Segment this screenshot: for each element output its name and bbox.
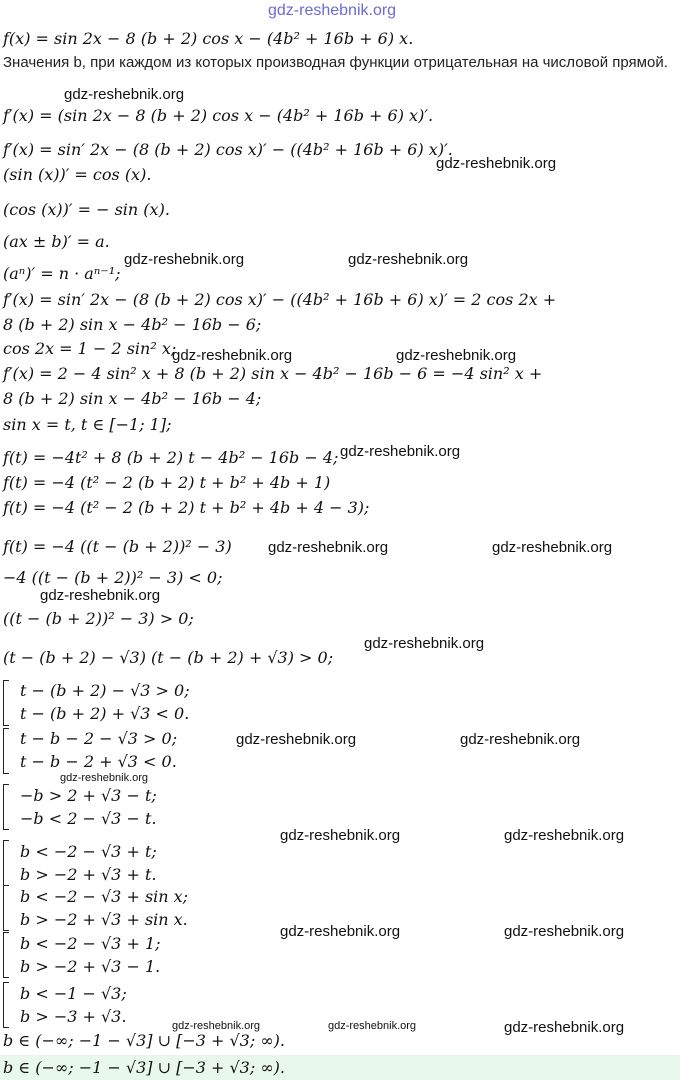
derivation-line: sin x = t, t ∈ [−1; 1];	[3, 415, 172, 434]
watermark: gdz-reshebnik.org	[504, 1019, 625, 1036]
watermark: gdz-reshebnik.org	[40, 587, 161, 604]
system-bracket	[3, 885, 9, 931]
watermark: gdz-reshebnik.org	[436, 155, 557, 172]
system-line: t − b − 2 − √3 > 0;	[20, 729, 178, 748]
system-line: t − (b + 2) − √3 > 0;	[20, 681, 190, 700]
watermark: gdz-reshebnik.org	[460, 731, 581, 748]
system-line: −b < 2 − √3 − t.	[20, 809, 157, 828]
watermark: gdz-reshebnik.org	[172, 1020, 261, 1032]
derivation-line: (t − (b + 2) − √3) (t − (b + 2) + √3) > 0;	[3, 648, 334, 667]
system-bracket	[3, 932, 9, 978]
derivation-line: (ax ± b)′ = a.	[3, 232, 110, 251]
result-line: b ∈ (−∞; −1 − √3] ∪ [−3 + √3; ∞).	[3, 1031, 285, 1050]
derivation-line: f(t) = −4 ((t − (b + 2))² − 3)	[3, 537, 232, 556]
answer-line: b ∈ (−∞; −1 − √3] ∪ [−3 + √3; ∞).	[3, 1058, 285, 1077]
derivation-line: f(t) = −4 (t² − 2 (b + 2) t + b² + 4b + 1)	[3, 473, 331, 492]
system-bracket	[3, 840, 9, 886]
derivation-line: f′(x) = sin′ 2x − (8 (b + 2) cos x)′ − ((4b² + 16b + 6) x)′ = 2 cos 2x +	[3, 290, 557, 309]
derivation-line: f′(x) = sin′ 2x − (8 (b + 2) cos x)′ − ((4b² + 16b + 6) x)′.	[3, 140, 453, 159]
watermark: gdz-reshebnik.org	[492, 539, 613, 556]
system-line: −b > 2 + √3 − t;	[20, 786, 157, 805]
derivation-line: 8 (b + 2) sin x − 4b² − 16b − 6;	[3, 315, 262, 334]
derivation-line: f′(x) = 2 − 4 sin² x + 8 (b + 2) sin x − 4b² − 16b − 6 = −4 sin² x +	[3, 364, 543, 383]
system-bracket	[3, 982, 9, 1028]
system-line: b < −1 − √3;	[20, 984, 127, 1003]
watermark: gdz-reshebnik.org	[340, 443, 461, 460]
derivation-line: 8 (b + 2) sin x − 4b² − 16b − 4;	[3, 389, 262, 408]
function-definition: f(x) = sin 2x − 8 (b + 2) cos x − (4b² + 16b + 6) x.	[3, 29, 414, 48]
system-bracket	[3, 728, 9, 774]
watermark: gdz-reshebnik.org	[60, 772, 149, 784]
system-line: b > −2 + √3 + sin x.	[20, 910, 188, 929]
watermark: gdz-reshebnik.org	[280, 923, 401, 940]
watermark: gdz-reshebnik.org	[504, 827, 625, 844]
watermark: gdz-reshebnik.org	[124, 251, 245, 268]
derivation-line: (sin (x))′ = cos (x).	[3, 165, 152, 184]
system-line: t − b − 2 + √3 < 0.	[20, 752, 177, 771]
derivation-line: f′(x) = (sin 2x − 8 (b + 2) cos x − (4b² + 16b + 6) x)′.	[3, 106, 434, 125]
derivation-line: (aⁿ)′ = n · aⁿ⁻¹;	[3, 264, 121, 283]
system-line: b < −2 − √3 + t;	[20, 842, 157, 861]
system-line: t − (b + 2) + √3 < 0.	[20, 704, 190, 723]
derivation-line: f(t) = −4 (t² − 2 (b + 2) t + b² + 4b + 4 − 3);	[3, 498, 370, 517]
derivation-line: ((t − (b + 2))² − 3) > 0;	[3, 609, 194, 628]
system-line: b < −2 − √3 + sin x;	[20, 887, 189, 906]
watermark: gdz-reshebnik.org	[64, 86, 185, 103]
system-line: b > −3 + √3.	[20, 1007, 127, 1026]
watermark: gdz-reshebnik.org	[348, 251, 469, 268]
system-line: b < −2 − √3 + 1;	[20, 934, 161, 953]
watermark: gdz-reshebnik.org	[364, 635, 485, 652]
watermark: gdz-reshebnik.org	[236, 731, 357, 748]
watermark: gdz-reshebnik.org	[268, 2, 397, 19]
system-line: b > −2 + √3 − 1.	[20, 957, 161, 976]
watermark: gdz-reshebnik.org	[280, 827, 401, 844]
system-bracket	[3, 680, 9, 726]
derivation-line: cos 2x = 1 − 2 sin² x;	[3, 339, 177, 358]
watermark: gdz-reshebnik.org	[396, 347, 517, 364]
watermark: gdz-reshebnik.org	[268, 539, 389, 556]
task-text: Значения b, при каждом из которых производная функции отрицательная на числовой прямой.	[3, 54, 668, 71]
system-bracket	[3, 784, 9, 830]
derivation-line: (cos (x))′ = − sin (x).	[3, 200, 170, 219]
derivation-line: f(t) = −4t² + 8 (b + 2) t − 4b² − 16b − 4;	[3, 448, 339, 467]
derivation-line: −4 ((t − (b + 2))² − 3) < 0;	[3, 568, 223, 587]
watermark: gdz-reshebnik.org	[504, 923, 625, 940]
watermark: gdz-reshebnik.org	[172, 347, 293, 364]
system-line: b > −2 + √3 + t.	[20, 865, 157, 884]
watermark: gdz-reshebnik.org	[328, 1020, 417, 1032]
